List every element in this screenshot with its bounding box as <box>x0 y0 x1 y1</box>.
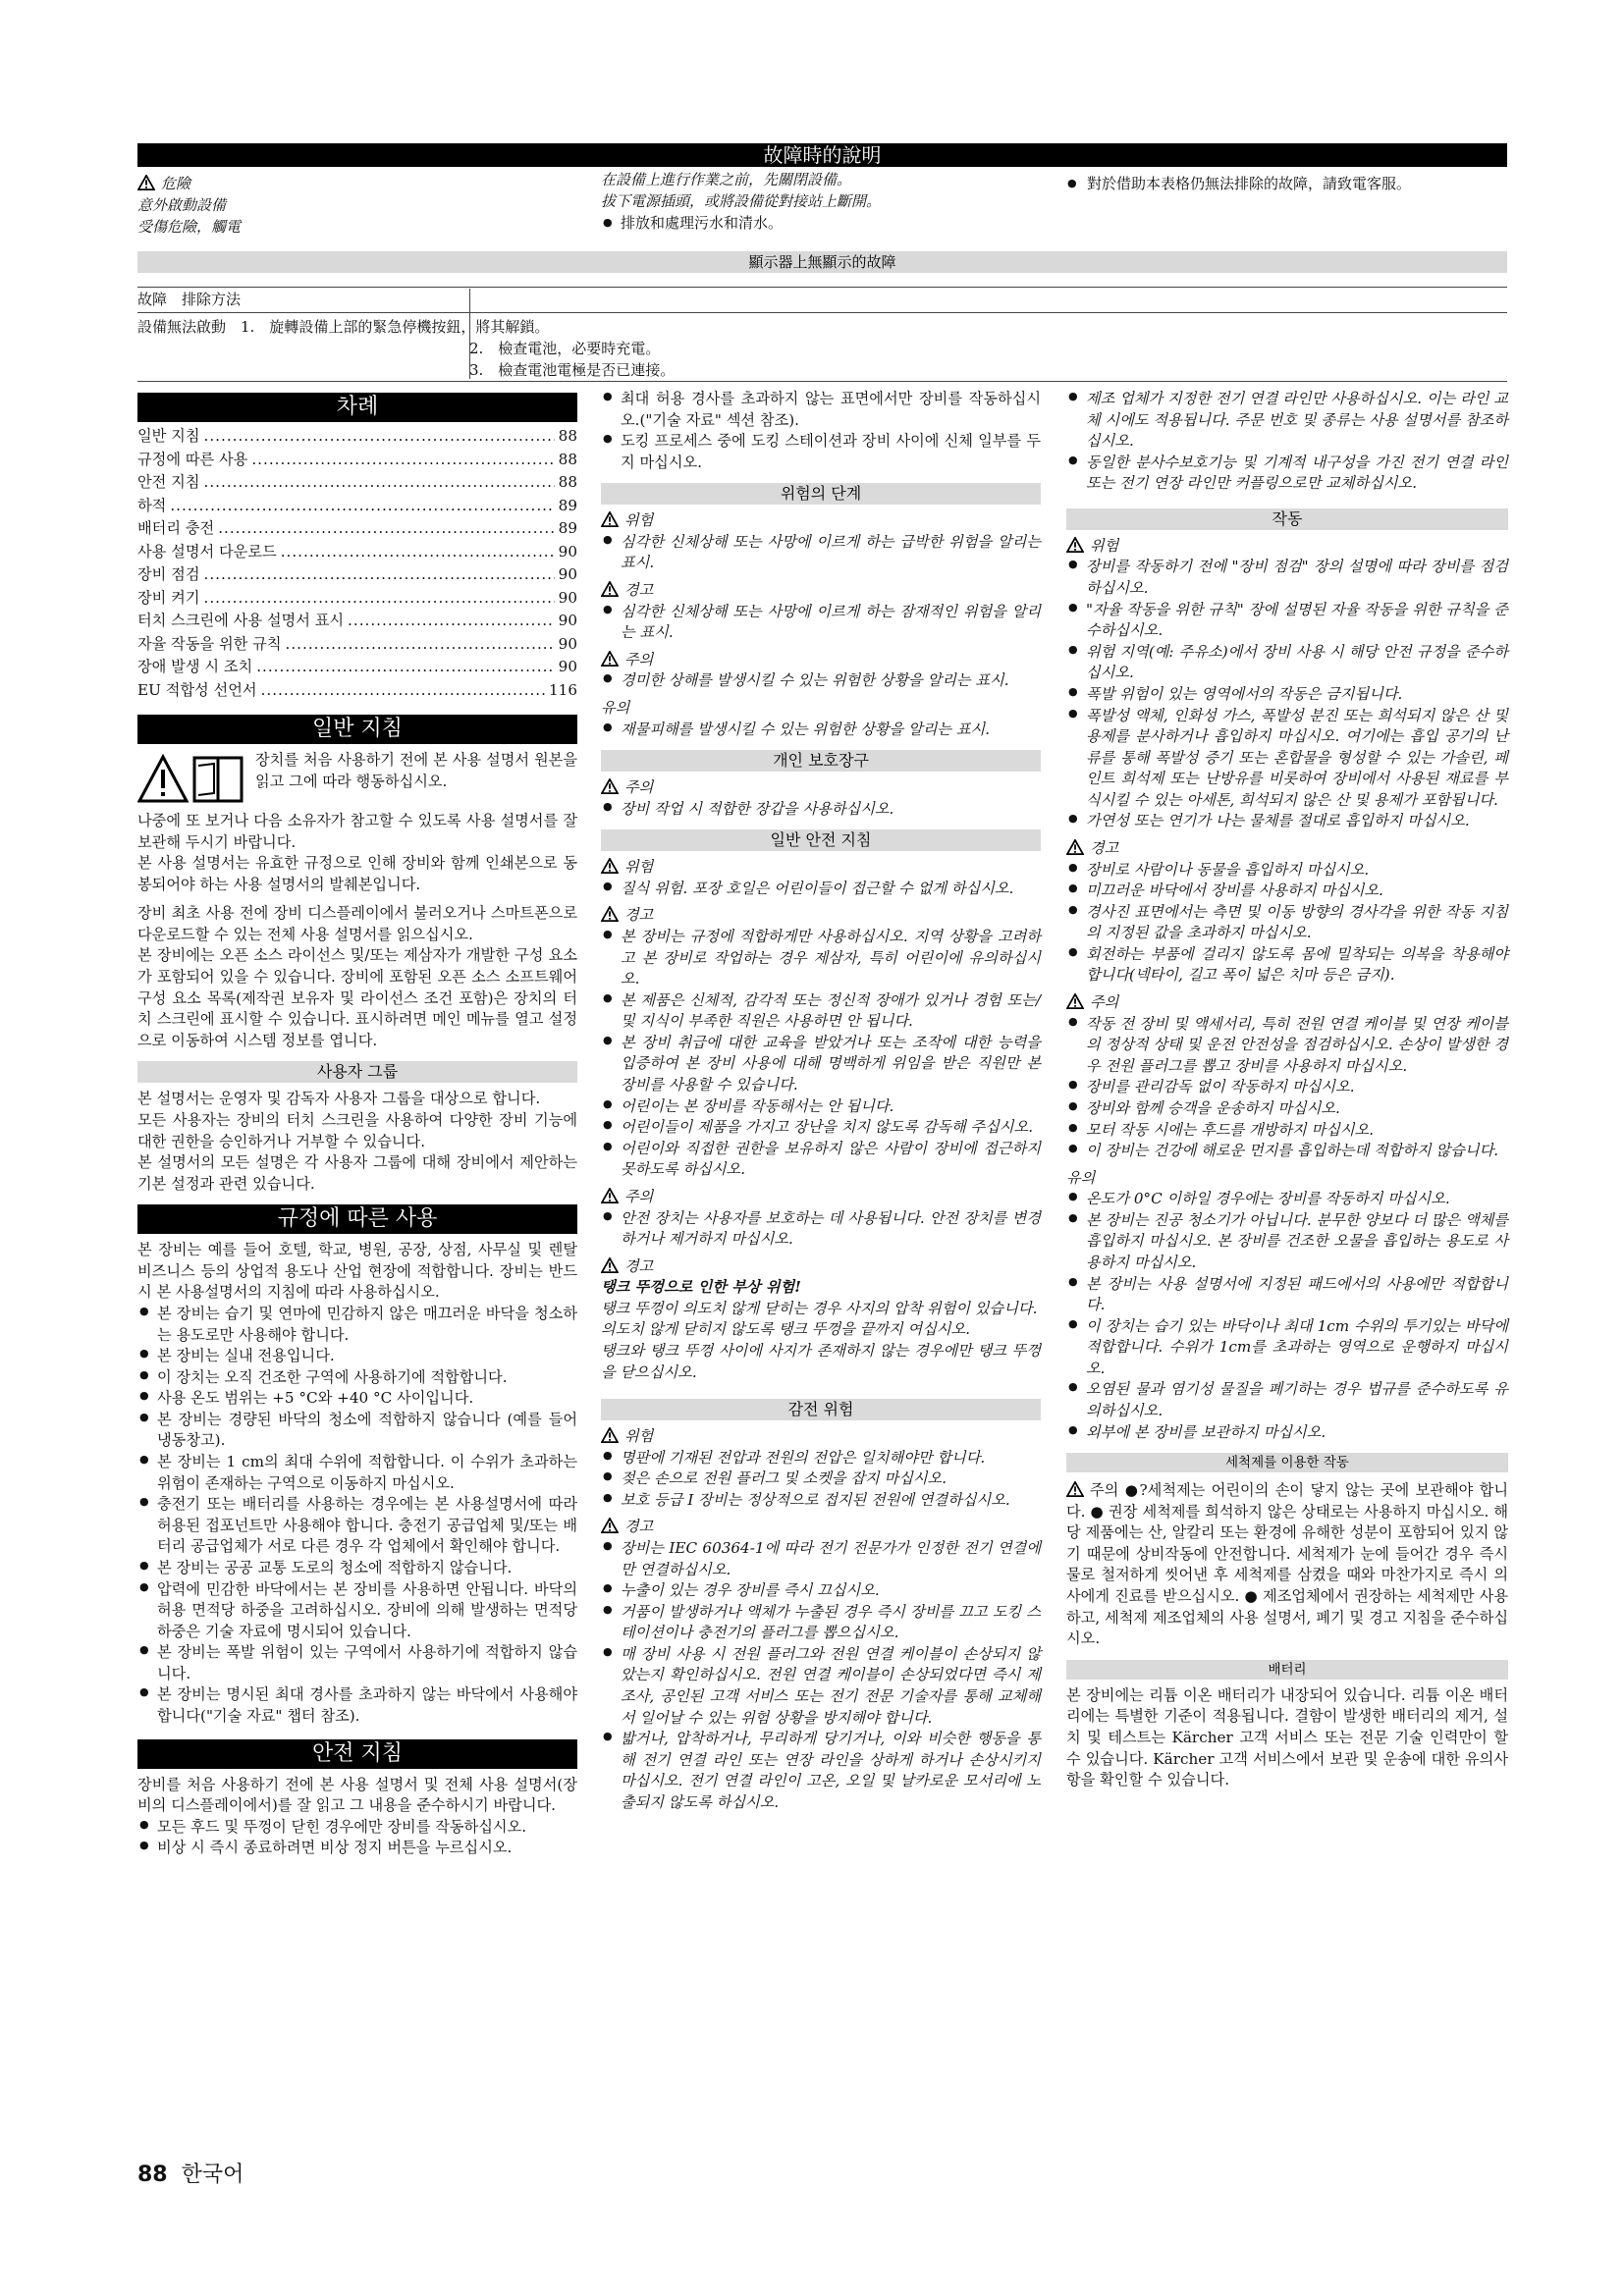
list-item: ● 비상 시 즉시 종료하려면 비상 정지 버튼을 누르십시오. <box>137 1838 577 1859</box>
electric-shock-heading: 감전 위험 <box>601 1399 1041 1420</box>
list-item: ● 이 장치는 오직 건조한 구역에 사용하기에 적합합니다. <box>137 1367 577 1389</box>
table-top-rule <box>137 287 1507 288</box>
toc-item[interactable]: 일반 지침 ..... 88 <box>137 426 577 450</box>
customer-service-item: ● 對於借助本表格仍無法排除的故障，請致電客服。 <box>1067 175 1412 192</box>
list-item: ● 이 장비는 건강에 해로운 먼지를 흡입하는데 적합하지 않습니다. <box>1066 1141 1508 1162</box>
no-display-faults-title: 顯示器上無顯示的故障 <box>748 253 896 271</box>
column-3 <box>1066 389 1508 1791</box>
warning-icon <box>601 858 619 874</box>
list-item: ● 가연성 또는 연기가 나는 물체를 절대로 흡입하지 마십시오. <box>1066 811 1508 832</box>
warning-icon <box>601 1427 619 1443</box>
general-notes-heading: 일반 지침 <box>137 715 577 744</box>
list-item: ● 누출이 있는 경우 장비를 즉시 끄십시오. <box>601 1580 1041 1602</box>
general-safety-warning <box>601 905 1041 1181</box>
warning-icon <box>601 1518 619 1533</box>
list-item: ● 어린이와 직접한 권한을 보유하지 않은 사람이 장비에 접근하지 못하도록 하십시오. <box>601 1139 1041 1181</box>
page-footer <box>137 2160 244 2190</box>
list-item: ● 본 장비 취급에 대한 교육을 받았거나 또는 조작에 대한 능력을 입증하여 본 장비 사용에 대해 명백하게 위임을 받은 직원만 본 장비를 사용할 수 있습니다. <box>601 1033 1041 1096</box>
shutdown-instructions <box>601 169 1062 234</box>
user-group-heading: 사용자 그룹 <box>137 1061 577 1083</box>
danger-block <box>137 173 589 238</box>
table-bottom-rule <box>137 381 1507 382</box>
slope-docking-list <box>601 389 1041 473</box>
list-item: ● 심각한 신체상해 또는 사망에 이르게 하는 잠재적인 위험을 알리는 표시. <box>601 602 1041 644</box>
list-item: ● 경미한 상해를 발생시킬 수 있는 위험한 상황을 알리는 표시. <box>601 670 1041 692</box>
operation-caution <box>1066 992 1508 1162</box>
hazard-warning <box>601 580 1041 644</box>
column-2 <box>601 389 1041 1814</box>
warning-icon <box>601 778 619 794</box>
warning-icon <box>601 581 619 597</box>
signal-word: 주의 <box>624 778 654 797</box>
list-item: ● 위험 지역(예: 주유소)에서 장비 사용 시 해당 안전 규정을 준수하십시오. <box>1066 642 1508 684</box>
list-item: ● 본 제품은 신체적, 감각적 또는 정신적 장애가 있거나 경험 또는/및 지식이 부족한 직원은 사용하면 안 됩니다. <box>601 990 1041 1033</box>
list-item: ● 어린이는 본 장비를 작동해서는 안 됩니다. <box>601 1096 1041 1118</box>
hazard-levels-heading: 위험의 단계 <box>601 483 1041 505</box>
list-item: ● 본 장비는 규정에 적합하게만 사용하십시오. 지역 상황을 고려하고 본 장비로 작업하는 경우 제삼자, 특히 어린이에 유의하십시오. <box>601 927 1041 990</box>
drain-water-item: ● 排放和處理污水和清水。 <box>603 214 784 232</box>
signal-word: 위험 <box>1090 536 1119 555</box>
table-of-contents <box>137 426 577 703</box>
warning-icon <box>1066 537 1084 553</box>
user-group-paragraph-2: 모든 사용자는 장비의 터치 스크린을 사용하여 다양한 장비 기능에 대한 권한을 승인하거나 거부할 수 있습니다. <box>137 1110 577 1150</box>
operation-warning <box>1066 838 1508 987</box>
no-display-faults-heading <box>137 251 1507 273</box>
instruction-line-2: 拔下電源插頭，或將設備從對接站上斷開。 <box>601 192 882 210</box>
list-item: ● 작동 전 장비 및 액세서리, 특히 전원 연결 케이블 및 연장 케이블의 정상적 상태 및 운전 안전성을 점검하십시오. 손상이 발생한 경우 전원 플러그를 뽑고 장비를 사용하지 마십시오. <box>1066 1014 1508 1078</box>
toc-item[interactable]: 장비 점검 ..... 90 <box>137 564 577 588</box>
signal-word: 경고 <box>624 1518 654 1536</box>
list-item: ● 보호 등급 I 장비는 정상적으로 접지된 전원에 연결하십시오. <box>601 1490 1041 1512</box>
toc-item[interactable]: 안전 지침 ..... 88 <box>137 472 577 496</box>
list-item: ● 본 장비는 공공 교통 도로의 청소에 적합하지 않습니다. <box>137 1558 577 1579</box>
customer-service-text: 對於借助本表格仍無法排除的故障，請致電客服。 <box>1087 175 1412 192</box>
signal-word: 주의 <box>1090 993 1119 1012</box>
ppe-heading: 개인 보호장구 <box>601 750 1041 772</box>
list-item: ● "자율 작동을 위한 규칙" 장에 설명된 자율 작동을 위한 규칙을 준수하십시오. <box>1066 600 1508 642</box>
list-item: ● 모터 작동 시에는 후드를 개방하지 마십시오. <box>1066 1120 1508 1142</box>
general-safety-danger <box>601 857 1041 899</box>
drain-water-text: 排放和處理污水和清水。 <box>621 214 784 232</box>
list-item: ● 도킹 프로세스 중에 도킹 스테이션과 장비 사이에 신체 일부를 두지 마십시오. <box>601 431 1041 473</box>
list-item: ● 본 장비는 1 cm의 최대 수위에 적합합니다. 이 수위가 초과하는 위험이 존재하는 구역으로 이동하지 마십시오. <box>137 1452 577 1494</box>
signal-word: 위험 <box>624 1427 654 1446</box>
user-group-paragraph-3: 본 설명서의 모든 설명은 각 사용자 그룹에 대해 장비에서 제안하는 기본 설정과 관련 있습니다. <box>137 1153 577 1193</box>
toc-heading: 차례 <box>137 393 577 422</box>
signal-word: 경고 <box>624 1256 654 1275</box>
safety-instructions-heading: 안전 지침 <box>137 1739 577 1769</box>
general-paragraph-4: 본 장비에는 오픈 소스 라이선스 및/또는 제삼자가 개발한 구성 요소가 포함되어 있을 수 있습니다. 장비에 포함된 오픈 소스 소프트웨어 구성 요소 목록(제작권 보유자 및 라이선스 조건 포함)은 장치의 터치 스크린에 표시할 수 있습니다. 표시하려면 메인 메뉴를 열고 설정으로 이동하여 시스템 정보를 엽니다. <box>137 946 577 1049</box>
safety-paragraph: 장비를 처음 사용하기 전에 본 사용 설명서 및 전체 사용 설명서(장비의 디스플레이에서)를 잘 읽고 그 내용을 준수하시기 바랍니다. <box>137 1775 577 1815</box>
list-item: ● 재물피해를 발생시킬 수 있는 위험한 상황을 알리는 표시. <box>601 720 1041 741</box>
general-paragraph-1: 나중에 또 보거나 다음 소유자가 참고할 수 있도록 사용 설명서를 잘 보관해 두시기 바랍니다. <box>137 812 577 851</box>
list-item: ● 본 장비는 경량된 바닥의 청소에 적합하지 않습니다 (예를 들어 냉동창고). <box>137 1410 577 1452</box>
list-item: ● 질식 위험. 포장 호일은 어린이들이 접근할 수 없게 하십시오. <box>601 879 1041 900</box>
ppe-caution <box>601 777 1041 820</box>
general-paragraph-3: 장비 최초 사용 전에 장비 디스플레이에서 불러오거나 스마트폰으로 다운로드할 수 있는 전체 사용 설명서를 읽으십시오. <box>137 904 577 943</box>
electric-warning <box>601 1517 1041 1813</box>
warning-icon <box>1066 993 1084 1009</box>
page-number: 88 <box>137 2163 168 2187</box>
hazard-note <box>601 698 1041 740</box>
table-step-2: 2. 檢查電池，必要時充電。 <box>469 340 661 357</box>
detergent-text: 주의 ●?세척제는 어린이의 손이 닿지 않는 곳에 보관해야 합니다. ● 권장 세척제를 희석하지 않은 상태로는 사용하지 마십시오. 해당 제품에는 산, 알칼리 또는 환경에 유해한 성분이 포함되어 있지 않기 때문에 상비작동에 안전합니다. 세척제가 눈에 들어간 경우 즉시 물로 철저하게 씻어낸 후 세척제를 삼켰을 때와 마찬가지로 즉시 의사에게 진료를 받으십시오. ● 제조업체에서 권장하는 세척제만 사용하고, 세척제 제조업체의 사용 설명서, 폐기 및 경고 지침을 준수하십시오. <box>1066 1481 1508 1648</box>
toc-item[interactable]: 규정에 따른 사용 ..... 88 <box>137 450 577 473</box>
general-paragraph-2: 본 사용 설명서는 유효한 규정으로 인해 장비와 함께 인쇄본으로 동봉되어야 하는 사용 설명서의 발췌본입니다. <box>137 854 577 893</box>
tank-lid-line-3: 탱크와 탱크 뚜껑 사이에 사지가 존재하지 않는 경우에만 탱크 뚜껑을 닫으십시오. <box>601 1341 1041 1381</box>
signal-word: 경고 <box>624 906 654 925</box>
list-item: ● 매 장비 사용 시 전원 플러그와 전원 연결 케이블이 손상되지 않았는지 확인하십시오. 전원 연결 케이블이 손상되었다면 즉시 제조사, 공인된 고객 서비스 또는 전기 전문 기술자를 통해 교체해서 일어날 수 있는 위험 상황을 방지해야 합니다. <box>601 1644 1041 1729</box>
warning-icon <box>601 906 619 922</box>
user-group-paragraph-1: 본 설명서는 운영자 및 감독자 사용자 그룹을 대상으로 합니다. <box>137 1090 541 1108</box>
list-item: ● 이 장치는 습기 있는 바닥이나 최대 1cm 수위의 투기있는 바닥에 적합합니다. 수위가 1cm를 초과하는 영역으로 운행하지 마십시오. <box>1066 1316 1508 1380</box>
signal-word: 경고 <box>1090 838 1119 857</box>
list-item: ● 폭발 위험이 있는 영역에서의 작동은 금지됩니다. <box>1066 684 1508 706</box>
operation-danger <box>1066 536 1508 832</box>
list-item: ● 장비와 함께 승객을 운송하지 마십시오. <box>1066 1098 1508 1120</box>
table-step-3: 3. 檢查電池電極是否已連接。 <box>469 361 676 379</box>
signal-word: 위험 <box>624 511 654 530</box>
list-item: ● 제조 업체가 지정한 전기 연결 라인만 사용하십시오. 이는 라인 교체 시에도 적용됩니다. 주문 번호 및 종류는 사용 설명서를 참조하십시오. <box>1066 389 1508 453</box>
list-item: ● 온도가 0°C 이하일 경우에는 장비를 작동하지 마십시오. <box>1066 1189 1508 1210</box>
list-item: ● 안전 장치는 사용자를 보호하는 데 사용됩니다. 안전 장치를 변경하거나 제거하지 마십시오. <box>601 1208 1041 1251</box>
list-item: ● 압력에 민감한 바닥에서는 본 장비를 사용하면 안됩니다. 바닥의 허용 면적당 하중을 고려하십시오. 장비에 의해 발생하는 면적당 하중은 기술 자료에 명시되어 있습니다. <box>137 1579 577 1643</box>
toc-item[interactable]: 하적 ..... 89 <box>137 496 577 519</box>
intended-use-list <box>137 1304 577 1728</box>
list-item: ● 젖은 손으로 전원 플러그 및 소켓을 잡지 마십시오. <box>601 1468 1041 1490</box>
signal-word: 주의 <box>624 1187 654 1205</box>
danger-line-1: 意外啟動設備 <box>137 196 227 214</box>
list-item: ● 명판에 기재된 전압과 전원의 전압은 일치해야만 합니다. <box>601 1448 1041 1469</box>
signal-word: 경고 <box>624 581 654 600</box>
list-item: ● 모든 후드 및 뚜껑이 닫힌 경우에만 장비를 작동하십시오. <box>137 1817 577 1839</box>
hazard-danger <box>601 510 1041 574</box>
list-item: ● 장비 작업 시 적합한 장갑을 사용하십시오. <box>601 799 1041 821</box>
toc-item[interactable]: 장애 발생 시 조치 ..... 90 <box>137 657 577 680</box>
list-item: ● 본 장비는 폭발 위험이 있는 구역에서 사용하기에 적합하지 않습니다. <box>137 1642 577 1684</box>
operation-heading: 작동 <box>1066 508 1508 530</box>
tank-lid-line-2: 의도치 않게 닫히지 않도록 탱크 뚜껑을 끝까지 여십시오. <box>601 1320 971 1339</box>
danger-line-2: 受傷危險，觸電 <box>137 218 242 236</box>
list-item: ● 장비는 IEC 60364-1에 따라 전기 전문가가 인정한 전기 연결에만 연결하십시오. <box>601 1538 1041 1580</box>
list-item: ● 외부에 본 장비를 보관하지 마십시오. <box>1066 1422 1508 1444</box>
column-1 <box>137 389 577 1859</box>
warning-icon <box>137 175 155 190</box>
troubleshooting-title: 故障時的說明 <box>763 143 882 167</box>
list-item: ● 본 장비는 진공 청소기가 아닙니다. 분무한 양보다 더 많은 액체를 흡입하지 마십시오. 본 장비를 건조한 오물을 흡입하는 용도로 사용하지 마십시오. <box>1066 1210 1508 1274</box>
tank-lid-heading: 탱크 뚜껑으로 인한 부상 위험! <box>601 1278 801 1297</box>
read-manual-note <box>137 750 577 805</box>
instruction-line-1: 在設備上進行作業之前，先關閉設備。 <box>601 171 852 188</box>
list-item: ● 밟거나, 압착하거나, 무리하게 당기거나, 이와 비슷한 행동을 통해 전기 연결 라인 또는 연장 라인을 상하게 하거나 손상시키지 마십시오. 전기 연결 라인이 고온, 오일 및 날카로운 모서리에 노출되지 않도록 하십시오. <box>601 1729 1041 1813</box>
toc-item[interactable]: 터치 스크린에 사용 설명서 표시 ..... 90 <box>137 611 577 634</box>
intended-use-paragraph: 본 장비는 예를 들어 호텔, 학교, 병원, 공장, 상점, 사무실 및 렌탈 비즈니스 등의 상업적 용도나 산업 현장에 적합합니다. 장비는 반드시 본 사용설명서의 지침에 따라 사용하십시오. <box>137 1241 577 1302</box>
warning-icon <box>1066 1481 1084 1497</box>
signal-word: 위험 <box>624 858 654 877</box>
warning-icon <box>601 1188 619 1203</box>
tank-lid-warning <box>601 1256 1041 1383</box>
hazard-caution <box>601 650 1041 692</box>
general-safety-caution <box>601 1187 1041 1251</box>
list-item: ● 본 장비는 습기 및 연마에 민감하지 않은 매끄러운 바닥을 청소하는 용도로만 사용해야 합니다. <box>137 1304 577 1346</box>
list-item: ● 동일한 분사수보호기능 및 기계적 내구성을 가진 전기 연결 라인 또는 전기 연장 라인만 커플링으로만 교체하십시오. <box>1066 453 1508 495</box>
list-item: ● 어린이들이 제품을 가지고 장난을 치지 않도록 감독해 주십시오. <box>601 1117 1041 1139</box>
read-manual-icon <box>137 754 245 805</box>
troubleshooting-title-bar <box>137 143 1507 167</box>
toc-item[interactable]: 배터리 충전 ..... 89 <box>137 518 577 542</box>
signal-word: 유의 <box>601 698 630 717</box>
signal-word: 주의 <box>624 650 654 668</box>
battery-paragraph: 본 장비에는 리튬 이온 배터리가 내장되어 있습니다. 리튬 이온 배터리에는 특별한 기준이 적용됩니다. 결함이 발생한 배터리의 제거, 설치 및 테스트는 Kärcher 고객 서비스 또는 전문 기술 인력만이 할 수 있습니다. Kärcher 고객 서비스에서 보관 및 운송에 대한 유의사항을 확인할 수 있습니다. <box>1066 1685 1508 1789</box>
language-label: 한국어 <box>181 2163 244 2187</box>
list-item: ● 사용 온도 범위는 +5 °C와 +40 °C 사이입니다. <box>137 1388 577 1410</box>
detergent-paragraph <box>1066 1480 1508 1650</box>
toc-item[interactable]: 장비 켜기 ..... 90 <box>137 588 577 612</box>
warning-icon <box>601 511 619 527</box>
list-item: ● 거품이 발생하거나 액체가 누출된 경우 즉시 장비를 끄고 도킹 스테이션이나 충전기의 플러그를 뽑으십시오. <box>601 1602 1041 1644</box>
list-item: ● 폭발성 액체, 인화성 가스, 폭발성 분진 또는 희석되지 않은 산 및 용제를 분사하거나 흡입하지 마십시오. 여기에는 흡입 공기의 난류를 통해 폭발성 증기 또는 혼합물을 형성할 수 있는 가솔린, 페인트 희석제 또는 난방유를 비롯하여 장비에서 사용된 재료를 부식시킬 수 있는 아세톤, 희석되지 않은 산 및 용제가 포함됩니다. <box>1066 706 1508 812</box>
list-item: ● 본 장비는 사용 설명서에 지정된 패드에서의 사용에만 적합합니다. <box>1066 1274 1508 1316</box>
read-manual-text: 장치를 처음 사용하기 전에 본 사용 설명서 원본을 읽고 그에 따라 행동하십시오. <box>255 751 577 790</box>
list-item: ● 본 장비는 명시된 최대 경사를 초과하지 않는 바닥에서 사용해야 합니다("기술 자료" 챕터 참조). <box>137 1684 577 1727</box>
danger-label: 危險 <box>161 175 191 192</box>
table-row-fault: 設備無法啟動 1. 旋轉設備上部的緊急停機按鈕，將其解鎖。 <box>137 318 550 336</box>
intended-use-heading: 규정에 따른 사용 <box>137 1204 577 1234</box>
safety-list <box>137 1817 577 1859</box>
warning-icon <box>601 1257 619 1273</box>
toc-item[interactable]: 자율 작동을 위한 규칙 ..... 90 <box>137 634 577 658</box>
signal-word: 유의 <box>1066 1168 1096 1187</box>
detergent-heading: 세척제를 이용한 작동 <box>1066 1453 1508 1472</box>
list-item: ● 미끄러운 바닥에서 장비를 사용하지 마십시오. <box>1066 881 1508 902</box>
electric-danger <box>601 1426 1041 1511</box>
list-item: ● 충전기 또는 배터리를 사용하는 경우에는 본 사용설명서에 따라 허용된 접포넌트만 사용해야 합니다. 충전기 공급업체 및/또는 배터리 공급업체가 서로 다른 경우 각 업체에서 확인해야 합니다. <box>137 1494 577 1558</box>
list-item: ● 오염된 물과 염기성 물질을 폐기하는 경우 법규를 준수하도록 유의하십시오. <box>1066 1379 1508 1421</box>
list-item: ● 장비를 관리감독 없이 작동하지 마십시오. <box>1066 1077 1508 1098</box>
tank-lid-line-1: 탱크 뚜껑이 의도치 않게 닫히는 경우 사지의 압착 위험이 있습니다. <box>601 1299 1038 1317</box>
list-item: ● 최대 허용 경사를 초과하지 않는 표면에서만 장비를 작동하십시오.("기술 자료" 섹션 참조). <box>601 389 1041 431</box>
operation-note <box>1066 1168 1508 1444</box>
table-mid-rule <box>137 312 1507 313</box>
list-item: ● 심각한 신체상해 또는 사망에 이르게 하는 급박한 위험을 알리는 표시. <box>601 532 1041 574</box>
list-item: ● 경사진 표면에서는 측면 및 이동 방향의 경사각을 위한 작동 지침의 지정된 값을 초과하지 마십시오. <box>1066 902 1508 944</box>
general-safety-heading: 일반 안전 지침 <box>601 829 1041 851</box>
list-item: ● 장비를 작동하기 전에 "장비 점검" 장의 설명에 따라 장비를 점검하십시오. <box>1066 557 1508 599</box>
warning-icon <box>1066 839 1084 855</box>
list-item: ● 본 장비는 실내 전용입니다. <box>137 1346 577 1367</box>
list-item: ● 장비로 사람이나 동물을 흡입하지 마십시오. <box>1066 860 1508 881</box>
toc-item[interactable]: EU 적합성 선언서 ..... 116 <box>137 680 577 704</box>
list-item: ● 회전하는 부품에 걸리지 않도록 몸에 밀착되는 의복을 착용해야 합니다(넥타이, 길고 폭이 넓은 치마 등은 금지). <box>1066 944 1508 987</box>
warning-icon <box>601 651 619 667</box>
cable-list <box>1066 389 1508 495</box>
table-header: 故障 排除方法 <box>137 291 242 308</box>
battery-heading: 배터리 <box>1066 1660 1508 1680</box>
toc-item[interactable]: 사용 설명서 다운로드 ..... 90 <box>137 542 577 565</box>
danger-heading <box>137 173 589 194</box>
